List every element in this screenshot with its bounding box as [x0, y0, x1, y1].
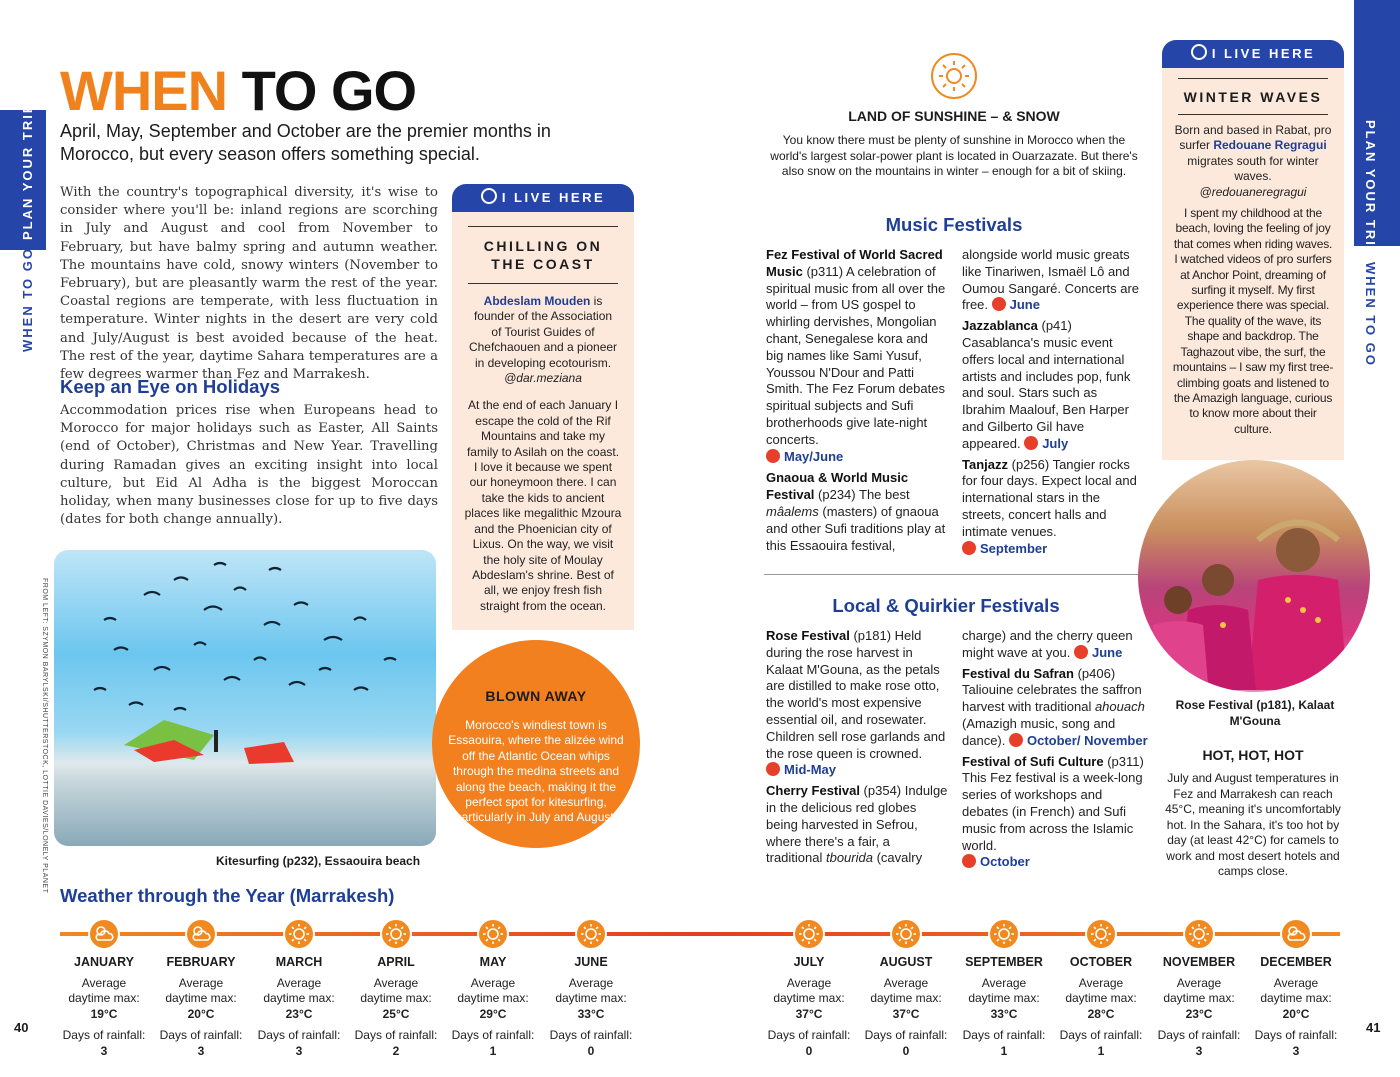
weather-month-name: NOVEMBER — [1162, 955, 1236, 969]
weather-temp-value: 23°C — [1185, 1007, 1213, 1021]
weather-month-name: APRIL — [377, 955, 415, 969]
safran-name: Festival du Safran — [962, 665, 1074, 681]
weather-avg-label: Average daytime max: — [457, 976, 529, 1005]
live-text-coast: At the end of each January I escape the cold of the Rif Mountains and take my family to Asilah on the coast. I love it because we spent our honeymoon there. I can take the kids to ancient places like megalithic Mzoura and the Phoenician city of Lixus. On the way, we visit the holy site of Moulay Abdeslam's shrine. Best of all, we enjoy fresh fish straight from the ocean. — [464, 398, 622, 613]
sun-icon — [1074, 645, 1088, 659]
safran-text-2: (Amazigh music, song and dance). — [962, 715, 1116, 748]
rose-festival-photo — [1138, 460, 1370, 692]
cherry-festival — [766, 783, 948, 867]
weather-month-name: JUNE — [574, 955, 608, 969]
pin-icon — [1191, 44, 1207, 60]
gnaoua-cont-text: alongside world music greats like Tinariwen, Ismaël Lô and Oumou Sangaré. Concerts are free. — [962, 247, 1140, 313]
weather-avg-label: Average daytime max: — [555, 976, 627, 1005]
blown-text: Morocco's windiest town is Essaouira, where the alizée wind off the Atlantic Ocean whips through the medina streets and along the beach, making it the perfect spot for kitesurfing, particularly in July and August. — [448, 718, 624, 825]
tanjazz-name: Tanjazz — [962, 456, 1008, 472]
weather-rain-value: 2 — [392, 1044, 400, 1058]
weather-temp-value: 23°C — [285, 1007, 313, 1021]
safran-festival — [962, 666, 1148, 750]
sun-icon — [962, 541, 976, 555]
side-label-when-right: WHEN TO GO — [1363, 262, 1378, 367]
photo-credit — [38, 578, 50, 894]
weather-rain-label: Days of rainfall: — [549, 1028, 633, 1042]
safran-text-1: Taliouine celebrates the saffron harvest with traditional — [962, 682, 1142, 715]
weather-heading: Weather through the Year (Marrakesh) — [60, 885, 395, 906]
weather-month-name: DECEMBER — [1260, 955, 1332, 969]
cherry-cont-text: charge) and the cherry queen might wave at you. — [962, 628, 1133, 660]
weather-rain-value: 3 — [1292, 1044, 1300, 1058]
jazz-ref: (p41) — [1037, 318, 1072, 334]
live-title-waves: WINTER WAVES — [1183, 89, 1323, 105]
hot-title: HOT, HOT, HOT — [1202, 747, 1304, 763]
sun-icon — [766, 762, 780, 776]
tanjazz-ref: (p256) — [1008, 456, 1053, 472]
fez-month: May/June — [784, 448, 844, 464]
live-text-waves: I spent my childhood at the beach, loving the feeling of joy that comes when riding waves. I watched videos of pro surfers at Anchor Point, dreaming of surfing it myself. My first experience there was special. The quality of the wave, its shape and backdrop. The Taghazout vibe, the surf, the mountains – I saw my first tree-climbing goats and listened to the Amazigh language, curious to know more about their culture. — [1172, 206, 1334, 436]
weather-rain-value: 1 — [489, 1044, 497, 1058]
cherry-text-1: Indulge in the delicious red globes being harvested in Sefrou, where there's a fair, a traditional — [766, 783, 948, 866]
surfer-name: Redouane Regragui — [1213, 138, 1327, 153]
weather-rain-label: Days of rainfall: — [257, 1028, 341, 1042]
intro-paragraph: With the country's topographical diversity, it's wise to consider where you'll be: inland regions are scorching in July and August and cool from November to February, but have balmy spring and autumn weather. The mountains have cold, snowy winters (November to February), but are pleasantly warm the rest of the year. Coastal regions are temperate, with less fluctuation in temperature. Winter nights in the desert are very cold and July/August is best avoided because of the heat. The rest of the year, daytime Sahara temperatures are a few degrees warmer than Fez and Marrakesh. — [60, 185, 438, 383]
local-col-2 — [962, 628, 1148, 871]
weather-rain-value: 1 — [1097, 1044, 1105, 1058]
rose-caption: Rose Festival (p181), Kalaat M'Gouna — [1175, 698, 1335, 728]
sun-icon — [1009, 733, 1023, 747]
safran-month: October/ November — [1027, 732, 1148, 748]
fez-text: A celebration of spiritual music from all over the world – from US gospel to whirling dervishes, Mongolian chant, Senegalese kora and big names like Sami Yusuf, Youssou N'Dour and Patti Smith. The Fez Forum debates spiritual subjects and Sufi brotherhoods give late-night concerts. — [766, 263, 946, 447]
photo-credit-text: FROM LEFT: SZYMON BARYLSKI/SHUTTERSTOCK, LOTTIE DAVIES/LONELY PLANET — [41, 578, 48, 894]
gnaoua-name: Gnaoua & World Music Festival — [766, 470, 909, 503]
right-page — [700, 0, 1400, 1077]
cherry-text-2: (cavalry — [872, 850, 923, 866]
weather-temp-value: 37°C — [795, 1007, 823, 1021]
pin-icon — [481, 188, 497, 204]
holidays-heading: Keep an Eye on Holidays — [60, 376, 281, 397]
sun-outline-icon — [930, 52, 978, 100]
weather-temp-value: 33°C — [990, 1007, 1018, 1021]
rose-month: Mid-May — [784, 762, 836, 778]
rose-ref: (p181) — [849, 628, 895, 643]
music-col-1 — [766, 247, 948, 554]
sun-icon — [1024, 436, 1038, 450]
weather-temp-value: 19°C — [90, 1007, 118, 1021]
weather-rain-label: Days of rainfall: — [1157, 1028, 1241, 1042]
sun-icon — [962, 854, 976, 868]
live-here-card-coast — [452, 184, 634, 630]
weather-rain-label: Days of rainfall: — [354, 1028, 438, 1042]
page-title — [60, 58, 416, 123]
cherry-month: June — [1092, 644, 1123, 660]
music-col-2 — [962, 247, 1144, 557]
surfer-handle: @redouaneregragui — [1199, 184, 1307, 199]
surfer-intro-1: Born and based in Rabat, pro surfer — [1174, 123, 1332, 153]
gnaoua-festival — [766, 470, 948, 554]
live-here-header-2 — [1162, 40, 1344, 68]
jazz-name: Jazzablanca — [962, 318, 1038, 334]
weather-rain-label: Days of rainfall: — [864, 1028, 948, 1042]
weather-avg-label: Average daytime max: — [1065, 976, 1137, 1005]
weather-rain-label: Days of rainfall: — [1254, 1028, 1338, 1042]
rose-text: Held during the rose harvest in Kalaat M'Gouna, as the petals are distilled to make rose otto, the world's most expensive essential oil, and rosewater. Children sell rose garlands and the rose queen is crowned. — [766, 628, 946, 761]
fez-festival — [766, 247, 948, 465]
jazz-month: July — [1042, 435, 1069, 451]
tanjazz — [962, 457, 1144, 558]
gnaoua-text-1: The best — [859, 487, 910, 503]
weather-rain-label: Days of rainfall: — [451, 1028, 535, 1042]
gnaoua-ref: (p234) — [814, 487, 859, 503]
weather-month-name: AUGUST — [879, 955, 933, 969]
weather-rain-value: 3 — [197, 1044, 205, 1058]
weather-rain-label: Days of rainfall: — [962, 1028, 1046, 1042]
weather-avg-label: Average daytime max: — [360, 976, 432, 1005]
weather-rain-value: 1 — [1000, 1044, 1008, 1058]
jazzablanca — [962, 318, 1144, 452]
weather-temp-value: 37°C — [892, 1007, 920, 1021]
side-label-plan-right: PLAN YOUR TRIP — [1363, 120, 1378, 258]
side-label-plan: PLAN YOUR TRIP — [20, 102, 35, 240]
weather-temp-value: 28°C — [1087, 1007, 1115, 1021]
weather-temp-value: 33°C — [577, 1007, 605, 1021]
weather-temp-value: 25°C — [382, 1007, 410, 1021]
guide-intro: is founder of the Association of Tourist Guides of Chefchaouen and a pioneer in developing ecotourism. — [468, 294, 618, 370]
safran-italic: ahouach — [1094, 699, 1145, 715]
sun-icon — [992, 297, 1006, 311]
local-heading: Local & Quirkier Festivals — [832, 595, 1060, 616]
sufi-ref: (p311) — [1103, 753, 1144, 769]
cherry-name: Cherry Festival — [766, 783, 860, 799]
weather-temp-value: 20°C — [1282, 1007, 1310, 1021]
lead-paragraph: April, May, September and October are the premier months in Morocco, but every season offers something special. — [60, 121, 551, 164]
title-part-2: TO GO — [241, 59, 417, 122]
weather-rain-label: Days of rainfall: — [62, 1028, 146, 1042]
weather-rain-value: 0 — [805, 1044, 813, 1058]
blown-away-circle — [432, 640, 640, 848]
jazz-text: Casablanca's music event offers local and international artists and includes pop, funk and soul. Stars such as Ibrahim Maalouf, Ben Harper and Gilberto Gil have appeared. — [962, 334, 1131, 451]
cherry-continued — [962, 628, 1148, 662]
weather-avg-label: Average daytime max: — [1260, 976, 1332, 1005]
kite-caption: Kitesurfing (p232), Essaouira beach — [216, 854, 421, 868]
dancers-illustration — [1138, 460, 1370, 692]
weather-avg-label: Average daytime max: — [1163, 976, 1235, 1005]
sufi-month: October — [980, 854, 1030, 870]
holidays-paragraph: Accommodation prices rise when Europeans head to Morocco for major holidays such as Easter, All Saints (end of October), Christmas and New Year. Travelling during Ramadan gives an exciting insight into local culture, but Eid Al Adha is the biggest Moroccan holiday, when many businesses close for up to five days (dates for both change annually). — [60, 403, 438, 528]
surfer-intro-2: migrates south for winter waves. — [1187, 153, 1319, 184]
weather-rain-label: Days of rainfall: — [767, 1028, 851, 1042]
weather-month-name: SEPTEMBER — [965, 955, 1043, 969]
side-label-when: WHEN TO GO — [20, 247, 35, 352]
gnaoua-continued — [962, 247, 1144, 314]
weather-month-name: FEBRUARY — [166, 955, 236, 969]
local-col-1 — [766, 628, 948, 867]
weather-avg-label: Average daytime max: — [68, 976, 140, 1005]
weather-rain-value: 3 — [100, 1044, 108, 1058]
rose-festival — [766, 628, 948, 779]
weather-avg-label: Average daytime max: — [263, 976, 335, 1005]
live-here-header — [452, 184, 634, 212]
live-intro-coast — [452, 284, 634, 386]
page-number-right: 41 — [1366, 1020, 1381, 1035]
weather-avg-label: Average daytime max: — [773, 976, 845, 1005]
cherry-italic: tbourida — [825, 850, 873, 866]
weather-month-name: MAY — [479, 955, 507, 969]
fez-name: Fez Festival of World Sacred Music — [766, 247, 943, 279]
kites-illustration — [54, 550, 436, 846]
weather-month-name: OCTOBER — [1069, 955, 1133, 969]
gnaoua-text-2: (masters) of gnaoua and other Sufi traditions play at this Essaouira festival, — [766, 503, 946, 553]
title-part-1: WHEN — [60, 59, 228, 122]
blown-title: BLOWN AWAY — [485, 688, 587, 704]
sunshine-text: You know there must be plenty of sunshine in Morocco when the world's largest solar-power plant is located in Ouarzazate. But there's also snow on the mountains in winter – enough for a bit of skiing. — [770, 133, 1138, 178]
tanjazz-month: September — [980, 540, 1048, 556]
sufi-festival — [962, 754, 1148, 872]
weather-rain-value: 3 — [295, 1044, 303, 1058]
sufi-name: Festival of Sufi Culture — [962, 753, 1104, 769]
weather-rain-value: 0 — [587, 1044, 595, 1058]
music-heading: Music Festivals — [885, 214, 1023, 235]
weather-rain-label: Days of rainfall: — [159, 1028, 243, 1042]
live-intro-waves — [1162, 115, 1344, 200]
safran-ref: (p406) — [1073, 665, 1116, 681]
hot-text: July and August temperatures in Fez and Marrakesh can reach 45°C, meaning it's uncomfortably hot. In the Sahara, it's too hot by day (at least 42°C) for camels to work and most desert hotels and camps close. — [1165, 771, 1341, 878]
weather-month-name: MARCH — [275, 955, 323, 969]
page-number-left: 40 — [14, 1020, 29, 1035]
cherry-ref: (p354) — [859, 783, 905, 799]
weather-avg-label: Average daytime max: — [165, 976, 237, 1005]
fez-ref: (p311) — [802, 263, 846, 279]
weather-month-name: JULY — [793, 955, 825, 969]
sunshine-title: LAND OF SUNSHINE – & SNOW — [848, 108, 1060, 124]
sun-icon — [766, 449, 780, 463]
weather-rain-value: 0 — [902, 1044, 910, 1058]
weather-rain-value: 3 — [1195, 1044, 1203, 1058]
live-here-label-2: I LIVE HERE — [1211, 46, 1316, 61]
weather-avg-label: Average daytime max: — [870, 976, 942, 1005]
sufi-text: This Fez festival is a week-long series of workshops and debates (in French) and Sufi music from across the Islamic world. — [962, 770, 1143, 853]
live-here-label: I LIVE HERE — [501, 190, 606, 205]
weather-temp-value: 29°C — [479, 1007, 507, 1021]
guide-handle: @dar.meziana — [504, 371, 582, 386]
weather-timeline-line — [60, 932, 1340, 936]
live-title-coast: CHILLING ON THE COAST — [483, 238, 603, 272]
weather-month-name: JANUARY — [74, 955, 134, 969]
gnaoua-italic: mâalems — [766, 503, 819, 519]
tanjazz-text: Tangier rocks for four days. Expect local and international stars in the streets, concert halls and intimate venues. — [962, 456, 1137, 539]
rose-name: Rose Festival — [766, 628, 850, 643]
guide-name: Abdeslam Mouden — [483, 294, 591, 308]
section-divider — [764, 574, 1144, 575]
weather-avg-label: Average daytime max: — [968, 976, 1040, 1005]
weather-rain-label: Days of rainfall: — [1059, 1028, 1143, 1042]
kitesurfing-photo — [54, 550, 436, 846]
weather-temp-value: 20°C — [187, 1007, 215, 1021]
live-here-card-waves — [1162, 40, 1344, 460]
gnaoua-month: June — [1009, 297, 1040, 313]
